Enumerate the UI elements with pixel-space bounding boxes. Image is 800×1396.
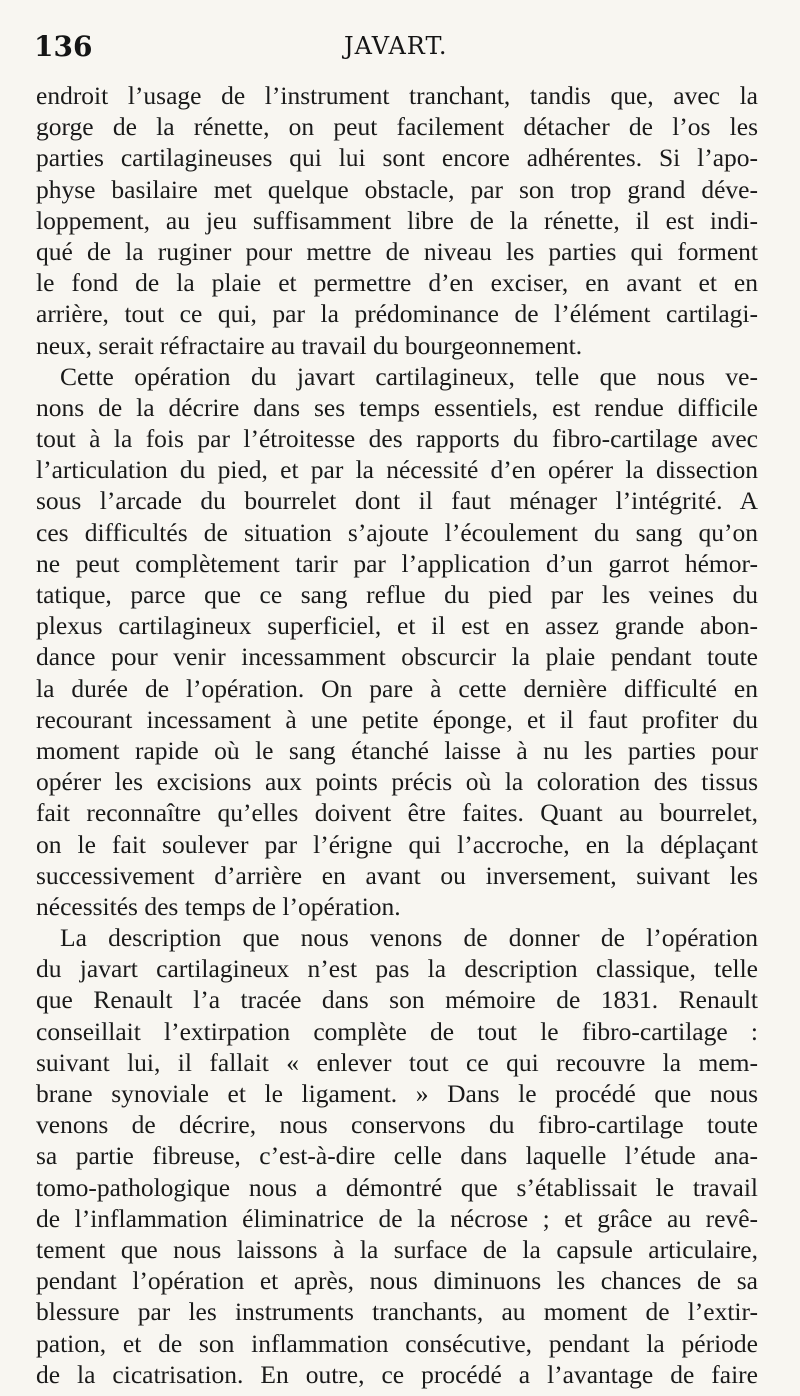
text-line: la durée de l’opération. On pare à cette dernière difficulté en xyxy=(36,673,758,703)
text-line: plexus cartilagineux superficiel, et il est en assez grande abon- xyxy=(36,611,758,641)
text-line: parties cartilagineuses qui lui sont encore adhérentes. Si l’apo- xyxy=(36,143,758,173)
text-line: tement que nous laissons à la surface de la capsule articulaire, xyxy=(36,1234,758,1264)
text-line: du javart cartilagineux n’est pas la description classique, telle xyxy=(36,954,758,984)
text-line: opérer les excisions aux points précis où la coloration des tissus xyxy=(36,767,758,797)
text-line: qué de la ruginer pour mettre de niveau les parties qui forment xyxy=(36,236,758,266)
text-line: de l’inflammation éliminatrice de la nécrose ; et grâce au revê- xyxy=(36,1203,758,1233)
text-line: Cette opération du javart cartilagineux, telle que nous ve- xyxy=(60,361,758,391)
text-line: tomo-pathologique nous a démontré que s’établissait le travail xyxy=(36,1172,758,1202)
text-line: endroit l’usage de l’instrument tranchant, tandis que, avec la xyxy=(36,81,758,110)
text-line: brane synoviale et le ligament. » Dans le procédé que nous xyxy=(36,1079,758,1108)
text-line: ces difficultés de situation s’ajoute l’écoulement du sang qu’on xyxy=(36,517,758,547)
text-line: suivant lui, il fallait « enlever tout ce qui recouvre la mem- xyxy=(36,1047,758,1077)
text-line: fait reconnaître qu’elles doivent être faites. Quant au bourrelet, xyxy=(36,798,758,828)
text-line: arrière, tout ce qui, par la prédominance de l’élément cartilagi- xyxy=(36,299,758,329)
text-line: sous l’arcade du bourrelet dont il faut ménager l’intégrité. A xyxy=(36,486,758,516)
text-line: que Renault l’a tracée dans son mémoire de 1831. Renault xyxy=(36,985,758,1015)
text-line: pendant l’opération et après, nous diminuons les chances de sa xyxy=(36,1266,758,1296)
text-line: dance pour venir incessamment obscurcir la plaie pendant toute xyxy=(36,642,758,672)
text-line: recourant incessament à une petite éponge, et il faut profiter du xyxy=(36,704,758,734)
text-line: sa partie fibreuse, c’est-à-dire celle dans laquelle l’étude ana- xyxy=(36,1141,758,1171)
text-line: l’articulation du pied, et par la nécessité d’en opérer la dissection xyxy=(36,455,758,485)
text-line: venons de décrire, nous conservons du fibro-cartilage toute xyxy=(36,1110,758,1140)
text-line: nons de la décrire dans ses temps essentiels, est rendue difficile xyxy=(36,392,758,422)
page-number: 136 xyxy=(34,30,93,63)
text-line: nécessités des temps de l’opération. xyxy=(36,891,401,921)
text-line: blessure par les instruments tranchants, au moment de l’extir- xyxy=(36,1297,758,1327)
text-line: ne peut complètement tarir par l’application d’un garrot hémor- xyxy=(36,548,758,578)
text-line: successivement d’arrière en avant ou inversement, suivant les xyxy=(36,860,758,890)
running-title: JAVART. xyxy=(344,32,448,60)
text-line: conseillait l’extirpation complète de tout le fibro-cartilage : xyxy=(36,1016,758,1046)
text-line: moment rapide où le sang étanché laisse à nu les parties pour xyxy=(36,735,758,765)
text-line: neux, serait réfractaire au travail du bourgeonnement. xyxy=(36,330,583,360)
text-line: pation, et de son inflammation consécutive, pendant la période xyxy=(36,1328,758,1358)
text-line: physe basilaire met quelque obstacle, par son trop grand déve- xyxy=(36,174,758,204)
text-line: le fond de la plaie et permettre d’en exciser, en avant et en xyxy=(36,268,758,298)
text-line: La description que nous venons de donner de l’opération xyxy=(60,923,758,953)
page-header xyxy=(34,30,758,70)
text-line: de la cicatrisation. En outre, ce procédé a l’avantage de faire xyxy=(36,1359,758,1389)
text-line: tout à la fois par l’étroitesse des rapports du fibro-cartilage avec xyxy=(36,424,758,454)
text-line: tatique, parce que ce sang reflue du pied par les veines du xyxy=(36,580,758,609)
text-line: loppement, au jeu suffisamment libre de la rénette, il est indi- xyxy=(36,205,758,235)
text-line: on le fait soulever par l’érigne qui l’accroche, en la déplaçant xyxy=(36,829,758,859)
body-text xyxy=(36,80,758,1390)
text-line: gorge de la rénette, on peut facilement détacher de l’os les xyxy=(36,112,758,142)
